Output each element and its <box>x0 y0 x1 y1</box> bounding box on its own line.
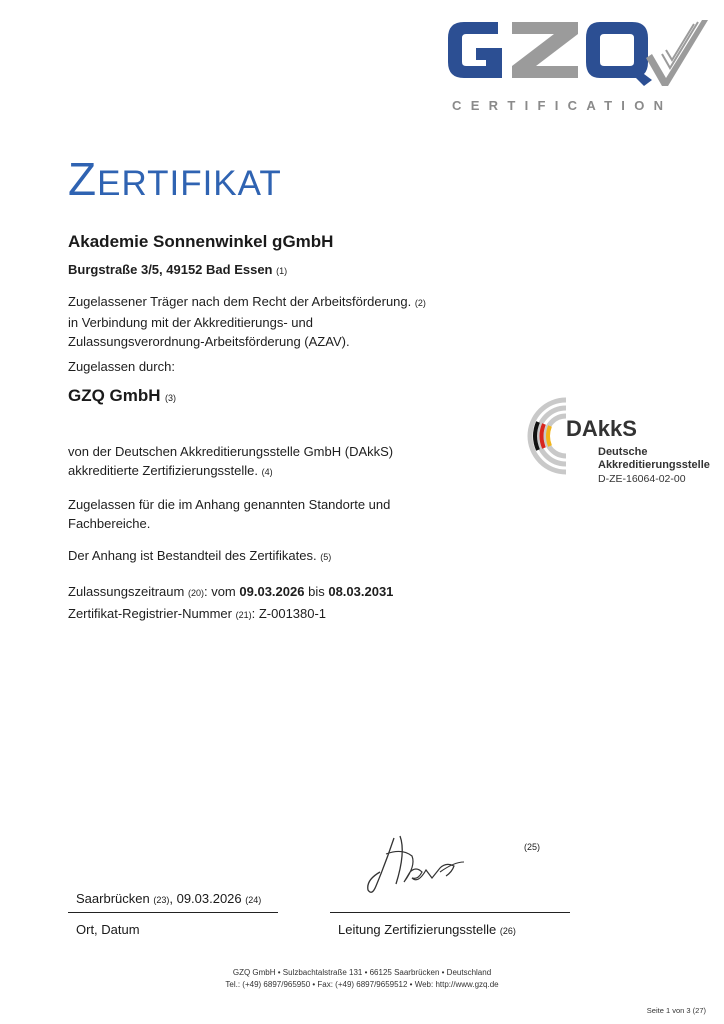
page-title <box>68 152 282 206</box>
scope-line-2: Fachbereiche. <box>68 516 151 531</box>
ref-2: (2) <box>414 298 426 308</box>
accreditation-block <box>68 442 393 482</box>
place-date-divider <box>68 912 278 913</box>
dakks-number: D-ZE-16064-02-00 <box>598 473 686 485</box>
approval-line-1: Zugelassener Träger nach dem Recht der Arbeitsförderung. <box>68 294 412 309</box>
place-date-label: Ort, Datum <box>76 922 140 937</box>
footer-address: GZQ GmbH • Sulzbachtalstraße 131 • 66125 Saarbrücken • Deutschland <box>232 968 492 977</box>
organization-address-line <box>68 260 287 281</box>
validity-line <box>68 582 393 603</box>
accreditation-line-1: von der Deutschen Akkreditierungsstelle GmbH (DAkkS) <box>68 444 394 459</box>
approval-block <box>68 292 426 376</box>
registry-label: Zertifikat-Registrier-Nummer <box>68 606 232 621</box>
dakks-name: DAkkS <box>566 416 637 441</box>
title-first-letter: Z <box>68 153 98 205</box>
ref-26: (26) <box>499 926 516 936</box>
ref-23: (23) <box>153 895 170 905</box>
validity-to-word: bis <box>308 584 325 599</box>
signature-place: Saarbrücken <box>76 891 150 906</box>
title-rest: ERTIFIKAT <box>97 164 282 203</box>
gzq-logo-graphic <box>440 14 715 96</box>
validity-from-word: : vom <box>203 584 236 599</box>
registry-number: : Z-001380-1 <box>251 606 327 621</box>
signature-label-line <box>338 922 516 937</box>
ref-5: (5) <box>320 552 332 562</box>
approved-by: Zugelassen durch: <box>68 359 175 374</box>
accreditation-line-2: akkreditierte Zertifizierungsstelle. <box>68 463 259 478</box>
ref-24: (24) <box>245 895 262 905</box>
scope-block <box>68 495 390 533</box>
organization-address: Burgstraße 3/5, 49152 Bad Essen <box>68 262 273 277</box>
gzq-logo <box>440 14 715 113</box>
dakks-logo <box>524 396 714 492</box>
certifier-line <box>68 386 176 406</box>
approval-line-2: in Verbindung mit der Akkreditierungs- und <box>68 315 313 330</box>
registry-line <box>68 604 326 625</box>
dakks-line-2: Akkreditierungsstelle <box>598 459 710 471</box>
ref-21: (21) <box>235 610 252 620</box>
ref-3: (3) <box>165 393 177 403</box>
scope-line-1: Zugelassen für die im Anhang genannten Standorte und <box>68 497 391 512</box>
signature-date: , 09.03.2026 <box>169 891 242 906</box>
place-date-line <box>76 891 261 906</box>
annex-text: Der Anhang ist Bestandteil des Zertifikates. <box>68 548 317 563</box>
signature-label: Leitung Zertifizierungsstelle <box>338 922 497 937</box>
ref-20: (20) <box>187 588 204 598</box>
ref-4: (4) <box>261 467 273 477</box>
logo-subtitle: CERTIFICATION <box>452 98 673 113</box>
approval-line-3: Zulassungsverordnung-Arbeitsförderung (AZAV). <box>68 334 350 349</box>
annex-line <box>68 546 331 567</box>
footer-contact: Tel.: (+49) 6897/965950 • Fax: (+49) 6897/9659512 • Web: http://www.gzq.de <box>225 980 499 989</box>
signature-divider <box>330 912 570 913</box>
page-number: Seite 1 von 3 (27) <box>646 1006 706 1015</box>
signature-graphic <box>356 832 476 904</box>
dakks-line-1: Deutsche <box>598 446 648 458</box>
ref-25: (25) <box>524 842 541 852</box>
validity-to: 08.03.2031 <box>328 584 394 599</box>
ref-1: (1) <box>276 266 288 276</box>
validity-label: Zulassungszeitraum <box>68 584 185 599</box>
organization-name: Akademie Sonnenwinkel gGmbH <box>68 232 334 251</box>
validity-from: 09.03.2026 <box>239 584 305 599</box>
certifier-name: GZQ GmbH <box>68 386 161 405</box>
